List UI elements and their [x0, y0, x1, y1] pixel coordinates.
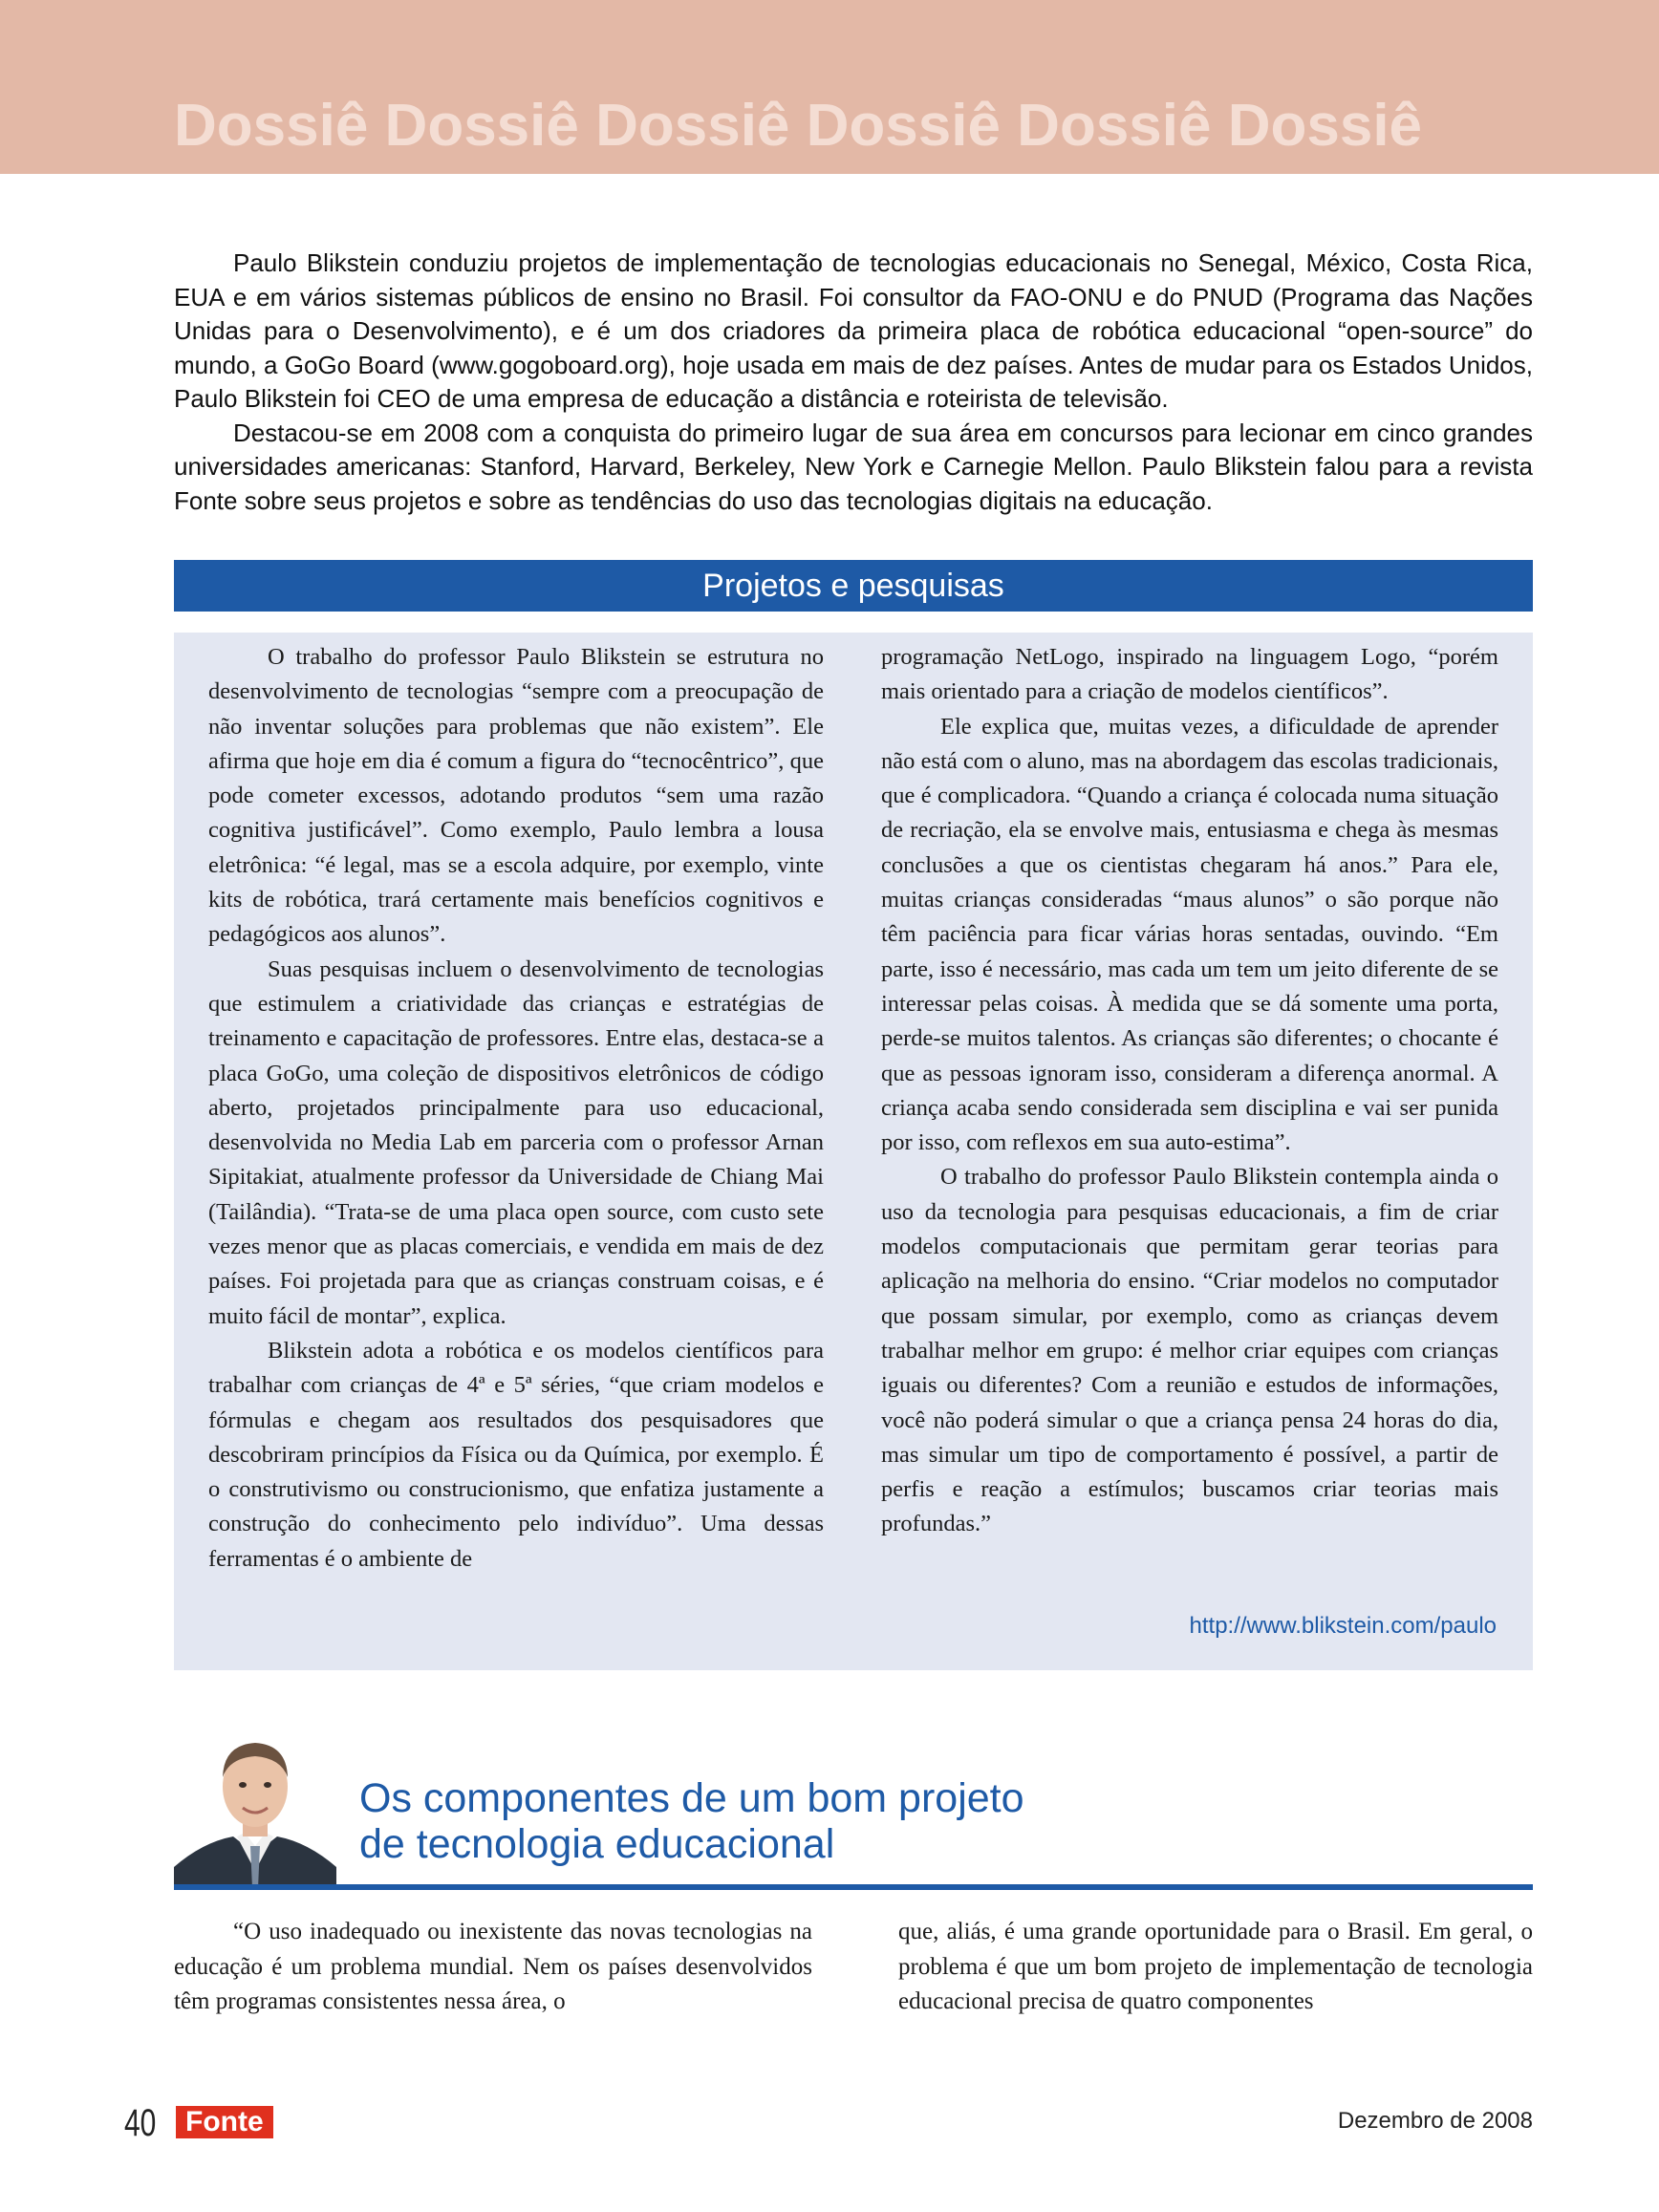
- article-column-right: [898, 1915, 1533, 2020]
- website-link[interactable]: http://www.blikstein.com/paulo: [1189, 1613, 1497, 1639]
- intro-text: [174, 247, 1533, 518]
- box-column-right: [881, 640, 1498, 1542]
- issue-date: Dezembro de 2008: [1337, 2108, 1533, 2134]
- body-paragraph: O trabalho do professor Paulo Blikstein se estrutura no desenvolvimento de tecnologias “sempre com a preocupação de não inventar soluções para problemas que não existem”. Ele afirma que hoje em dia é comum a figura do “tecnocêntrico”, que pode cometer excessos, adotando produtos “sem uma razão cognitiva justificável”. Como exemplo, Paulo lembra a lousa eletrônica: “é legal, mas se a escola adquire, por exemplo, vinte kits de robótica, trará certamente mais benefícios cognitivos e pedagógicos aos alunos”.: [208, 644, 824, 948]
- article-headline: [359, 1775, 1024, 1867]
- body-paragraph: Suas pesquisas incluem o desenvolvimento de tecnologias que estimulem a criatividade das crianças e estratégias de treinamento e capacitação de professores. Entre elas, destaca-se a placa GoGo, uma coleção de dispositivos eletrônicos de código aberto, projetados principalmente para uso educacional, desenvolvida no Media Lab em parceria com o professor Arnan Sipitakiat, atualmente professor da Universidade de Chiang Mai (Tailândia). “Trata-se de uma placa open source, com custo sete vezes menor que as placas comerciais, e vendida em mais de dez países. Foi projetada para que as crianças construam coisas, e é muito fácil de montar”, explica.: [208, 956, 824, 1329]
- headline-line: Os componentes de um bom projeto: [359, 1775, 1024, 1821]
- body-paragraph: O trabalho do professor Paulo Blikstein contempla ainda o uso da tecnologia para pesquisas educacionais, a fim de criar modelos computacionais que permitam gerar teorias para aplicação na melhoria do ensino. “Criar modelos no computador que possam simular, por exemplo, como as crianças devem trabalhar melhor em grupo: é melhor criar equipes com crianças iguais ou diferentes? Com a reunião e estudos de informações, você não poderá simular o que a criança pensa 24 horas do dia, mas simular um tipo de comportamento é possível, a partir de perfis e reação a estímulos; buscamos criar teorias mais profundas.”: [881, 1164, 1498, 1537]
- box-column-left: [208, 640, 824, 1577]
- fonte-logo: Fonte: [176, 2106, 273, 2138]
- intro-paragraph: Paulo Blikstein conduziu projetos de implementação de tecnologias educacionais no Senegal, México, Costa Rica, EUA e em vários sistemas públicos de ensino no Brasil. Foi consultor da FAO-ONU e do PNUD (Programa das Nações Unidas para o Desenvolvimento), e é um dos criadores da primeira placa de robótica educacional “open-source” do mundo, a GoGo Board (www.gogoboard.org), hoje usada em mais de dez países. Antes de mudar para os Estados Unidos, Paulo Blikstein foi CEO de uma empresa de educação a distância e roteirista de televisão.: [174, 248, 1533, 413]
- body-paragraph-continuation: que, aliás, é uma grande oportunidade para o Brasil. Em geral, o problema é que um bom projeto de implementação de tecnologia educacional precisa de quatro componentes: [898, 1919, 1533, 2014]
- page-number: 40: [124, 2102, 157, 2144]
- body-paragraph: “O uso inadequado ou inexistente das novas tecnologias na educação é um problema mundial. Nem os países desenvolvidos têm programas consistentes nessa área, o: [174, 1919, 812, 2014]
- headline-rule: [174, 1884, 1533, 1890]
- portrait-illustration-icon: [174, 1728, 336, 1888]
- headline-line: de tecnologia educacional: [359, 1821, 835, 1867]
- body-paragraph: Ele explica que, muitas vezes, a dificuldade de aprender não está com o aluno, mas na abordagem das escolas tradicionais, que é complicadora. “Quando a criança é colocada numa situação de recriação, ela se envolve mais, entusiasma e chega às mesmas conclusões a que os cientistas chegaram há anos.” Para ele, muitas crianças consideradas “maus alunos” o são porque não têm paciência para ficar várias horas sentadas, ouvindo. “Em parte, isso é necessário, mas cada um tem um jeito diferente de se interessar pelas coisas. À medida que se dá somente uma porta, perde-se muitos talentos. As crianças são diferentes; o chocante é que as pessoas ignoram isso, consideram a diferença anormal. A criança acaba sendo considerada sem disciplina e vai ser punida por isso, com reflexos em sua auto-estima”.: [881, 713, 1498, 1156]
- body-paragraph: Blikstein adota a robótica e os modelos científicos para trabalhar com crianças de 4ª e 5ª séries, “que criam modelos e fórmulas e chegam aos resultados dos pesquisadores que descobriram princípios da Física ou da Química, por exemplo. É o construtivismo ou construcionismo, que enfatiza justamente a construção do conhecimento pelo indivíduo”. Uma dessas ferramentas é o ambiente de: [208, 1337, 824, 1572]
- portrait-photo: [174, 1728, 336, 1888]
- section-heading-bar: Projetos e pesquisas: [174, 560, 1533, 612]
- article-column-left: [174, 1915, 812, 2020]
- intro-paragraph: Destacou-se em 2008 com a conquista do primeiro lugar de sua área em concursos para lecionar em cinco grandes universidades americanas: Stanford, Harvard, Berkeley, New York e Carnegie Mellon. Paulo Blikstein falou para a revista Fonte sobre seus projetos e sobre as tendências do uso das tecnologias digitais na educação.: [174, 418, 1533, 515]
- dossie-banner-title: Dossiê Dossiê Dossiê Dossiê Dossiê Dossiê: [174, 93, 1423, 159]
- body-paragraph-continuation: programação NetLogo, inspirado na linguagem Logo, “porém mais orientado para a criação de modelos científicos”.: [881, 644, 1498, 705]
